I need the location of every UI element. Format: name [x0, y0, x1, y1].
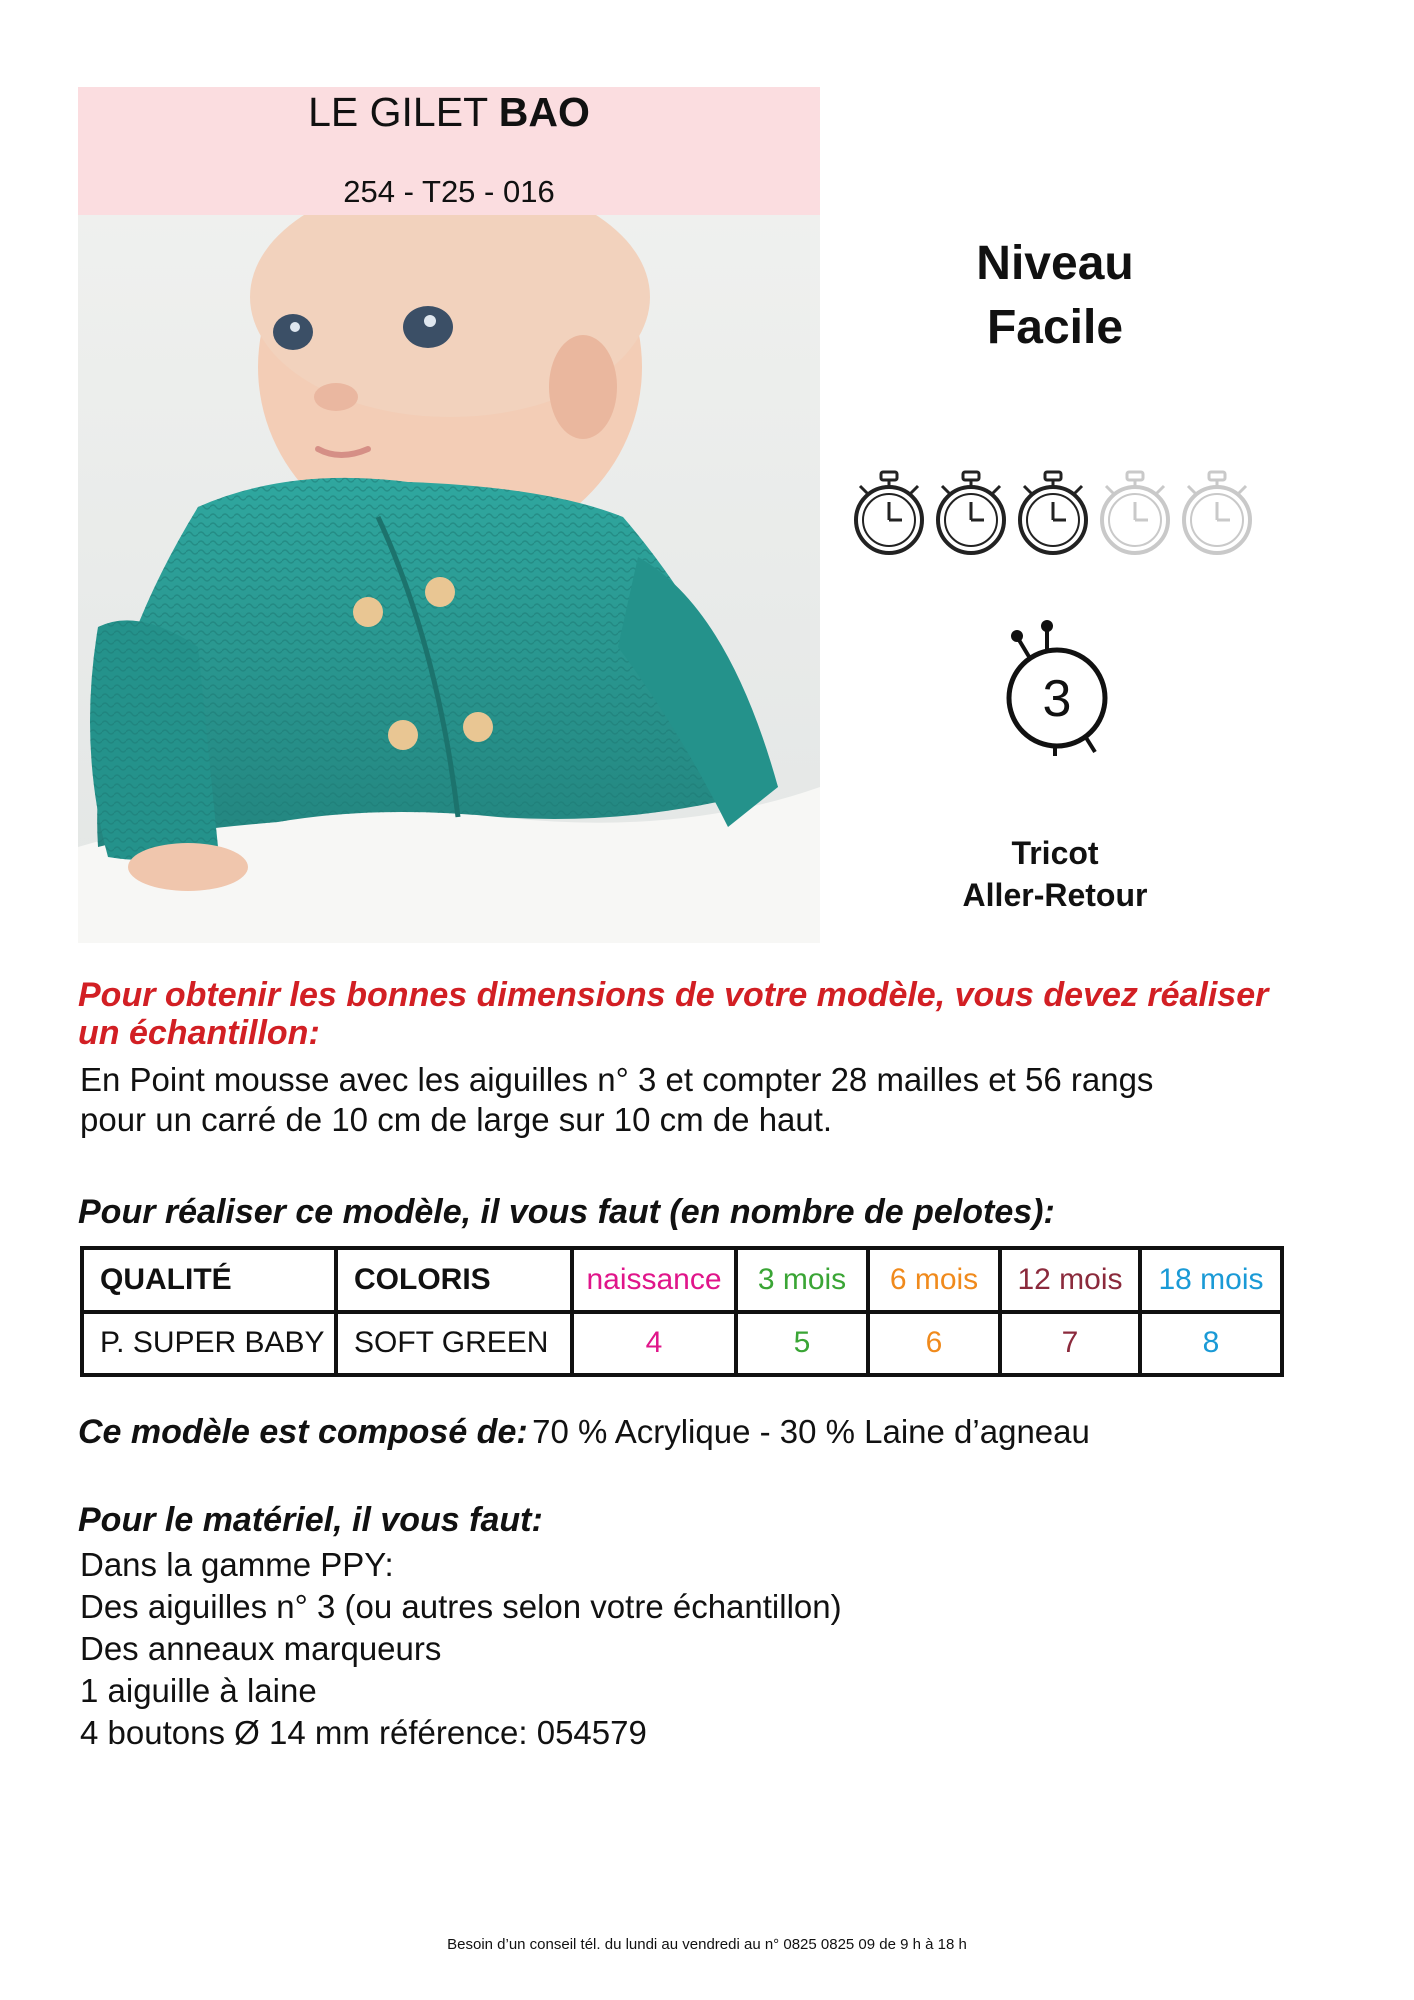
header-size-3m: 3 mois [736, 1248, 868, 1312]
table-row [82, 1312, 1282, 1376]
stopwatch-icon [930, 470, 1012, 556]
stopwatch-icon [848, 470, 930, 556]
stopwatch-icon [1012, 470, 1094, 556]
technique-line-1: Tricot [1011, 835, 1099, 871]
header-quality: QUALITÉ [82, 1248, 336, 1312]
cell-qty-3m: 5 [736, 1312, 868, 1376]
list-item: Des anneaux marqueurs [80, 1630, 442, 1667]
header-size-6m: 6 mois [868, 1248, 1000, 1312]
cell-qty-newborn: 4 [572, 1312, 736, 1376]
composition-value: 70 % Acrylique - 30 % Laine d’agneau [532, 1413, 1090, 1450]
cell-quality: P. SUPER BABY [82, 1312, 336, 1376]
gauge-line-2: pour un carré de 10 cm de large sur 10 cm de haut. [80, 1101, 833, 1138]
yarn-heading: Pour réaliser ce modèle, il vous faut (en nombre de pelotes): [78, 1193, 1055, 1231]
header-size-18m: 18 mois [1140, 1248, 1282, 1312]
list-item: Des aiguilles n° 3 (ou autres selon votre échantillon) [80, 1588, 842, 1625]
list-item: 1 aiguille à laine [80, 1672, 317, 1709]
title-prefix: LE GILET [308, 89, 499, 135]
list-item: Dans la gamme PPY: [80, 1546, 394, 1583]
gauge-line-1: En Point mousse avec les aiguilles n° 3 et compter 28 mailles et 56 rangs [80, 1061, 1154, 1098]
yarn-table [80, 1246, 1284, 1377]
composition-label: Ce modèle est composé de: [78, 1413, 528, 1451]
needle-size-value: 3 [1042, 670, 1072, 728]
stopwatch-icon [1176, 470, 1258, 556]
material-list [80, 1544, 1320, 1754]
cell-qty-12m: 7 [1000, 1312, 1140, 1376]
pattern-title [78, 87, 820, 137]
pattern-reference: 254 - T25 - 016 [343, 174, 555, 209]
composition [78, 1412, 1378, 1452]
product-photo [78, 87, 820, 943]
needle-size-badge [985, 620, 1115, 760]
cell-color: SOFT GREEN [336, 1312, 572, 1376]
table-header-row [82, 1248, 1282, 1312]
level-label: Niveau [976, 237, 1134, 290]
needle-size-icon [985, 620, 1115, 760]
stopwatch-icon [1094, 470, 1176, 556]
time-rating [848, 470, 1258, 556]
technique [870, 832, 1240, 916]
header-size-12m: 12 mois [1000, 1248, 1140, 1312]
footer-help-line: Besoin d’un conseil tél. du lundi au vendredi au n° 0825 0825 09 de 9 h à 18 h [447, 1936, 967, 1953]
technique-line-2: Aller-Retour [962, 877, 1148, 913]
header-size-newborn: naissance [572, 1248, 736, 1312]
difficulty-level [870, 232, 1240, 360]
cell-qty-18m: 8 [1140, 1312, 1282, 1376]
header-color: COLORIS [336, 1248, 572, 1312]
title-name: BAO [498, 89, 590, 135]
gauge-text [80, 1060, 1320, 1140]
title-band [78, 87, 820, 215]
material-heading: Pour le matériel, il vous faut: [78, 1501, 543, 1539]
gauge-heading: Pour obtenir les bonnes dimensions de votre modèle, vous devez réaliser un échantillon: [78, 976, 1269, 1052]
cell-qty-6m: 6 [868, 1312, 1000, 1376]
level-value: Facile [986, 301, 1124, 354]
list-item: 4 boutons Ø 14 mm référence: 054579 [80, 1714, 647, 1751]
baby-cardigan-illustration [78, 87, 820, 943]
